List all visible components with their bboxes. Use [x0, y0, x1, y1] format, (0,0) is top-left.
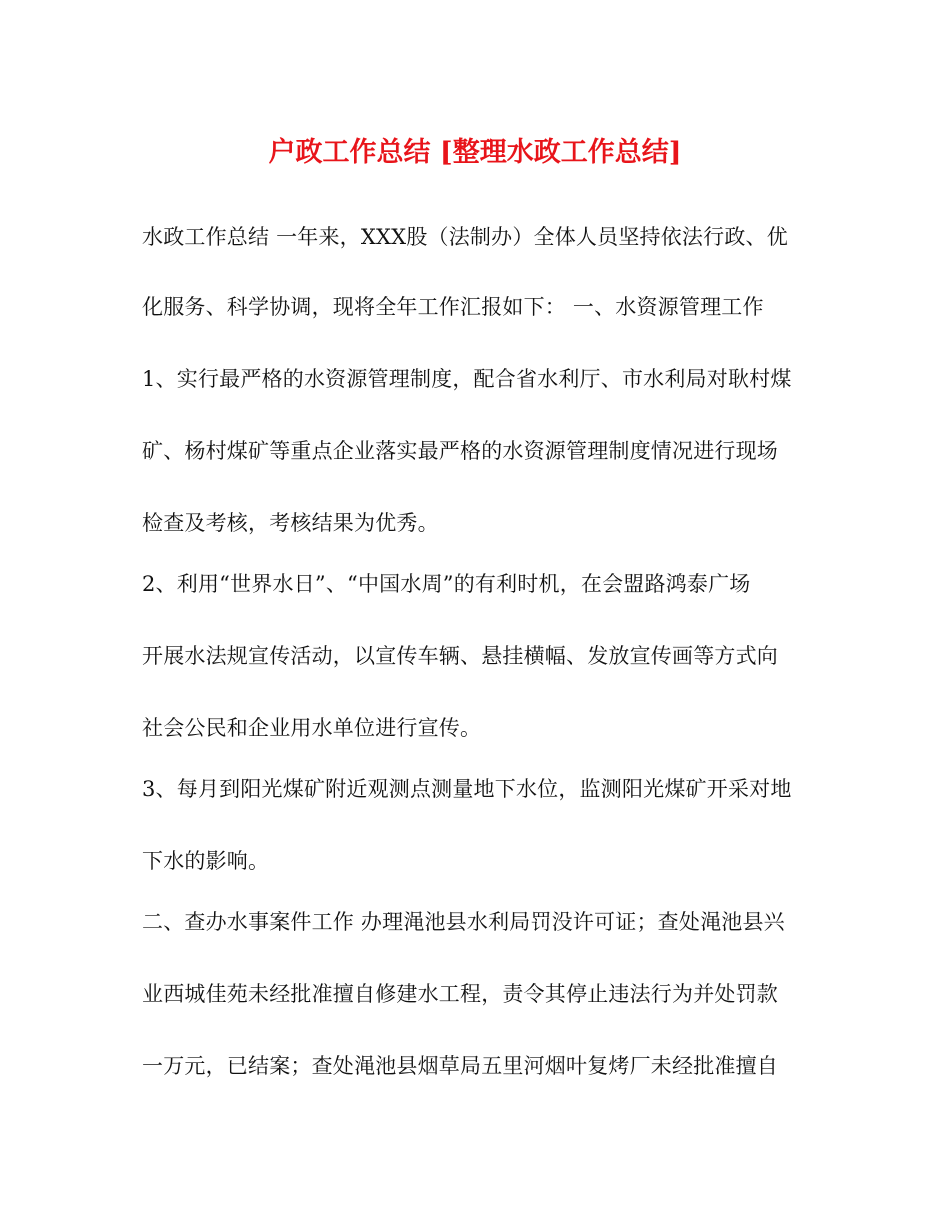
paragraph-line: 业西城佳苑未经批准擅自修建水工程，责令其停止违法行为并处罚款 [142, 982, 778, 1006]
paragraph-line: 矿、杨村煤矿等重点企业落实最严格的水资源管理制度情况进行现场 [142, 439, 778, 463]
paragraph-line: 3、每月到阳光煤矿附近观测点测量地下水位，监测阳光煤矿开采对地 [142, 777, 792, 801]
paragraph-line: 化服务、科学协调，现将全年工作汇报如下： 一、水资源管理工作 [142, 295, 764, 319]
paragraph-line: 社会公民和企业用水单位进行宣传。 [142, 716, 482, 740]
paragraph-line: 二、查办水事案件工作 办理渑池县水利局罚没许可证；查处渑池县兴 [142, 910, 785, 934]
paragraph-line: 水政工作总结 一年来，XXX股（法制办）全体人员坚持依法行政、优 [142, 225, 788, 249]
paragraph-line: 检查及考核，考核结果为优秀。 [142, 511, 439, 535]
paragraph-line: 2、利用“世界水日”、“中国水周”的有利时机，在会盟路鸿泰广场 [142, 572, 751, 596]
paragraph-line: 下水的影响。 [142, 849, 270, 873]
document-title: 户政工作总结 [整理水政工作总结] [268, 137, 682, 168]
paragraph-line: 开展水法规宣传活动，以宣传车辆、悬挂横幅、发放宣传画等方式向 [142, 644, 778, 668]
paragraph-line: 1、实行最严格的水资源管理制度，配合省水利厅、市水利局对耿村煤 [142, 367, 792, 391]
paragraph-line: 一万元，已结案；查处渑池县烟草局五里河烟叶复烤厂未经批准擅自 [142, 1054, 778, 1078]
